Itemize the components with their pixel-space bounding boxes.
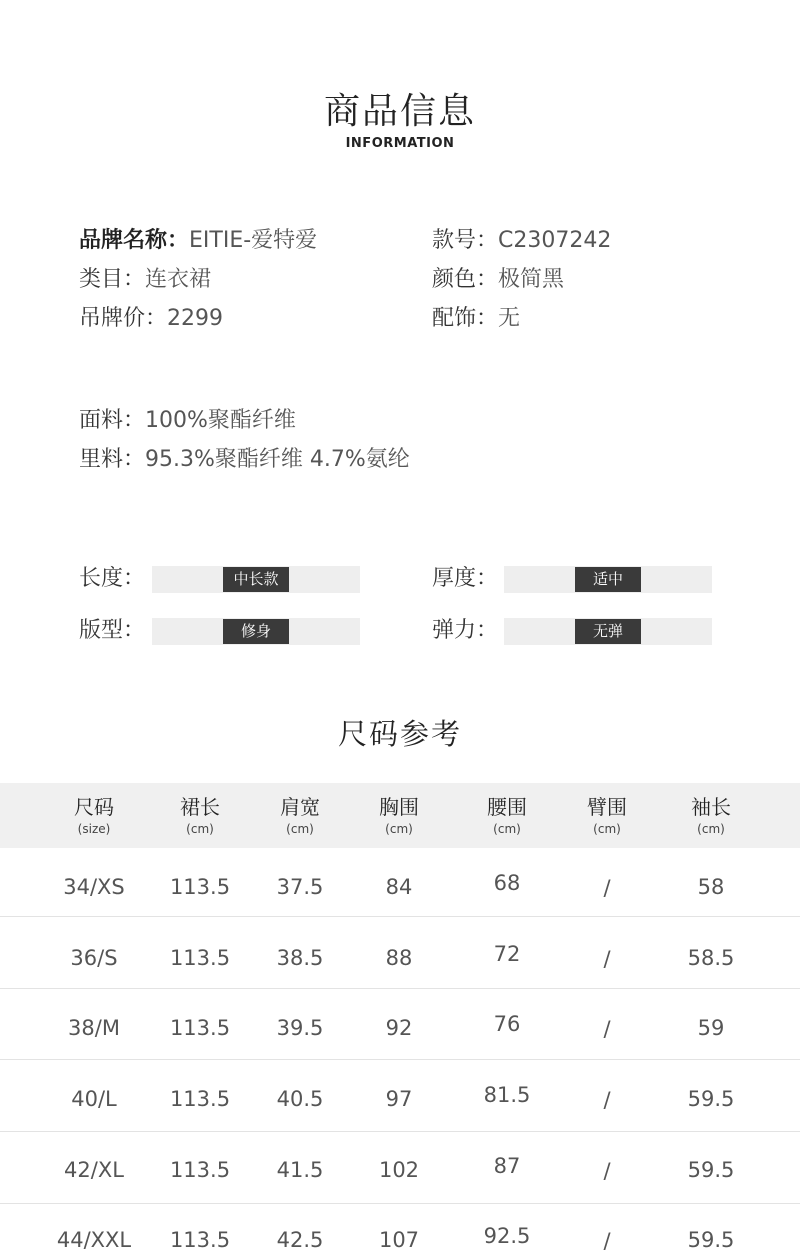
style-label: 款号：	[432, 228, 499, 253]
row-divider	[0, 988, 800, 989]
cell-shoulder: 39.5	[276, 1016, 324, 1040]
price-label: 吊牌价：	[79, 306, 168, 331]
fabric-label: 面料：	[79, 408, 146, 433]
fabric-value: 100%聚酯纤维	[145, 408, 296, 433]
row-divider	[0, 916, 800, 917]
cell-waist: 72	[493, 942, 521, 966]
size-table-header	[0, 783, 800, 848]
lining-info	[79, 445, 410, 475]
header-dress-length: 裙长	[180, 795, 220, 819]
cell-shoulder: 37.5	[276, 875, 324, 899]
header-bust: 胸围	[379, 795, 419, 819]
page-subtitle: INFORMATION	[345, 136, 455, 151]
cell-dress-length: 113.5	[169, 1087, 231, 1111]
fit-tag: 修身	[223, 619, 289, 644]
table-row	[0, 919, 800, 990]
cell-arm: /	[603, 1017, 611, 1041]
fit-label: 版型：	[79, 618, 146, 643]
table-row	[0, 848, 800, 919]
brand-value: EITIE-爱特爱	[189, 228, 318, 253]
cell-shoulder: 40.5	[276, 1087, 324, 1111]
cell-sleeve: 59.5	[687, 1158, 735, 1182]
cell-dress-length: 113.5	[169, 875, 231, 899]
header-sleeve-unit: (cm)	[697, 822, 725, 836]
accessory-info	[432, 304, 520, 334]
cell-size: 44/XXL	[56, 1228, 132, 1252]
thickness-tag: 适中	[575, 567, 641, 592]
style-value: C2307242	[498, 228, 612, 253]
cell-bust: 84	[385, 875, 413, 899]
elasticity-tag: 无弹	[575, 619, 641, 644]
category-info	[79, 265, 211, 295]
header-waist-unit: (cm)	[493, 822, 521, 836]
cell-shoulder: 38.5	[276, 946, 324, 970]
color-info	[432, 265, 564, 295]
lining-label: 里料：	[79, 447, 146, 472]
cell-dress-length: 113.5	[169, 1016, 231, 1040]
category-value: 连衣裙	[145, 267, 212, 292]
header-arm: 臂围	[587, 795, 627, 819]
cell-arm: /	[603, 1159, 611, 1183]
cell-waist: 76	[493, 1012, 521, 1036]
cell-size: 40/L	[71, 1087, 117, 1111]
header-shoulder: 肩宽	[280, 795, 320, 819]
cell-size: 36/S	[70, 946, 118, 970]
color-label: 颜色：	[432, 267, 499, 292]
cell-dress-length: 113.5	[169, 946, 231, 970]
header-arm-unit: (cm)	[593, 822, 621, 836]
header-size-unit: (size)	[77, 822, 111, 836]
cell-bust: 92	[385, 1016, 413, 1040]
table-row	[0, 1132, 800, 1203]
elasticity-scale	[504, 618, 712, 645]
cell-waist: 68	[493, 871, 521, 895]
header-size: 尺码	[74, 795, 114, 819]
length-tag: 中长款	[223, 567, 289, 592]
page-title: 商品信息	[323, 91, 476, 132]
header-bust-unit: (cm)	[385, 822, 413, 836]
price-value: 2299	[167, 306, 224, 331]
cell-shoulder: 41.5	[276, 1158, 324, 1182]
price-info	[79, 304, 223, 334]
accessory-value: 无	[498, 306, 521, 331]
table-row	[0, 1204, 800, 1253]
header-dress-length-unit: (cm)	[186, 822, 214, 836]
style-info	[432, 226, 611, 256]
cell-size: 42/XL	[64, 1158, 124, 1182]
thickness-label: 厚度：	[432, 566, 499, 591]
thickness-scale	[504, 566, 712, 593]
header-shoulder-unit: (cm)	[286, 822, 314, 836]
cell-dress-length: 113.5	[169, 1158, 231, 1182]
brand-label: 品牌名称：	[79, 228, 190, 253]
cell-arm: /	[603, 947, 611, 971]
length-label: 长度：	[79, 566, 146, 591]
row-divider	[0, 1059, 800, 1060]
cell-dress-length: 113.5	[169, 1228, 231, 1252]
cell-bust: 88	[385, 946, 413, 970]
table-row	[0, 990, 800, 1061]
cell-bust: 102	[378, 1158, 420, 1182]
elasticity-label: 弹力：	[432, 618, 499, 643]
lining-value: 95.3%聚酯纤维 4.7%氨纶	[145, 447, 410, 472]
cell-size: 38/M	[68, 1016, 120, 1040]
fit-scale	[152, 618, 360, 645]
size-chart-title: 尺码参考	[337, 717, 462, 751]
brand-info	[79, 226, 317, 256]
cell-waist: 87	[493, 1154, 521, 1178]
cell-arm: /	[603, 1229, 611, 1253]
cell-shoulder: 42.5	[276, 1228, 324, 1252]
cell-waist: 92.5	[483, 1224, 531, 1248]
category-label: 类目：	[79, 267, 146, 292]
cell-sleeve: 59.5	[687, 1228, 735, 1252]
cell-sleeve: 58	[697, 875, 725, 899]
cell-bust: 107	[378, 1228, 420, 1252]
accessory-label: 配饰：	[432, 306, 499, 331]
table-row	[0, 1061, 800, 1132]
length-scale	[152, 566, 360, 593]
cell-arm: /	[603, 876, 611, 900]
fabric-info	[79, 406, 296, 436]
cell-arm: /	[603, 1088, 611, 1112]
cell-bust: 97	[385, 1087, 413, 1111]
cell-sleeve: 59	[697, 1016, 725, 1040]
cell-sleeve: 58.5	[687, 946, 735, 970]
color-value: 极简黑	[498, 267, 565, 292]
header-sleeve: 袖长	[691, 795, 731, 819]
cell-size: 34/XS	[63, 875, 125, 899]
header-waist: 腰围	[487, 795, 527, 819]
cell-sleeve: 59.5	[687, 1087, 735, 1111]
cell-waist: 81.5	[483, 1083, 531, 1107]
